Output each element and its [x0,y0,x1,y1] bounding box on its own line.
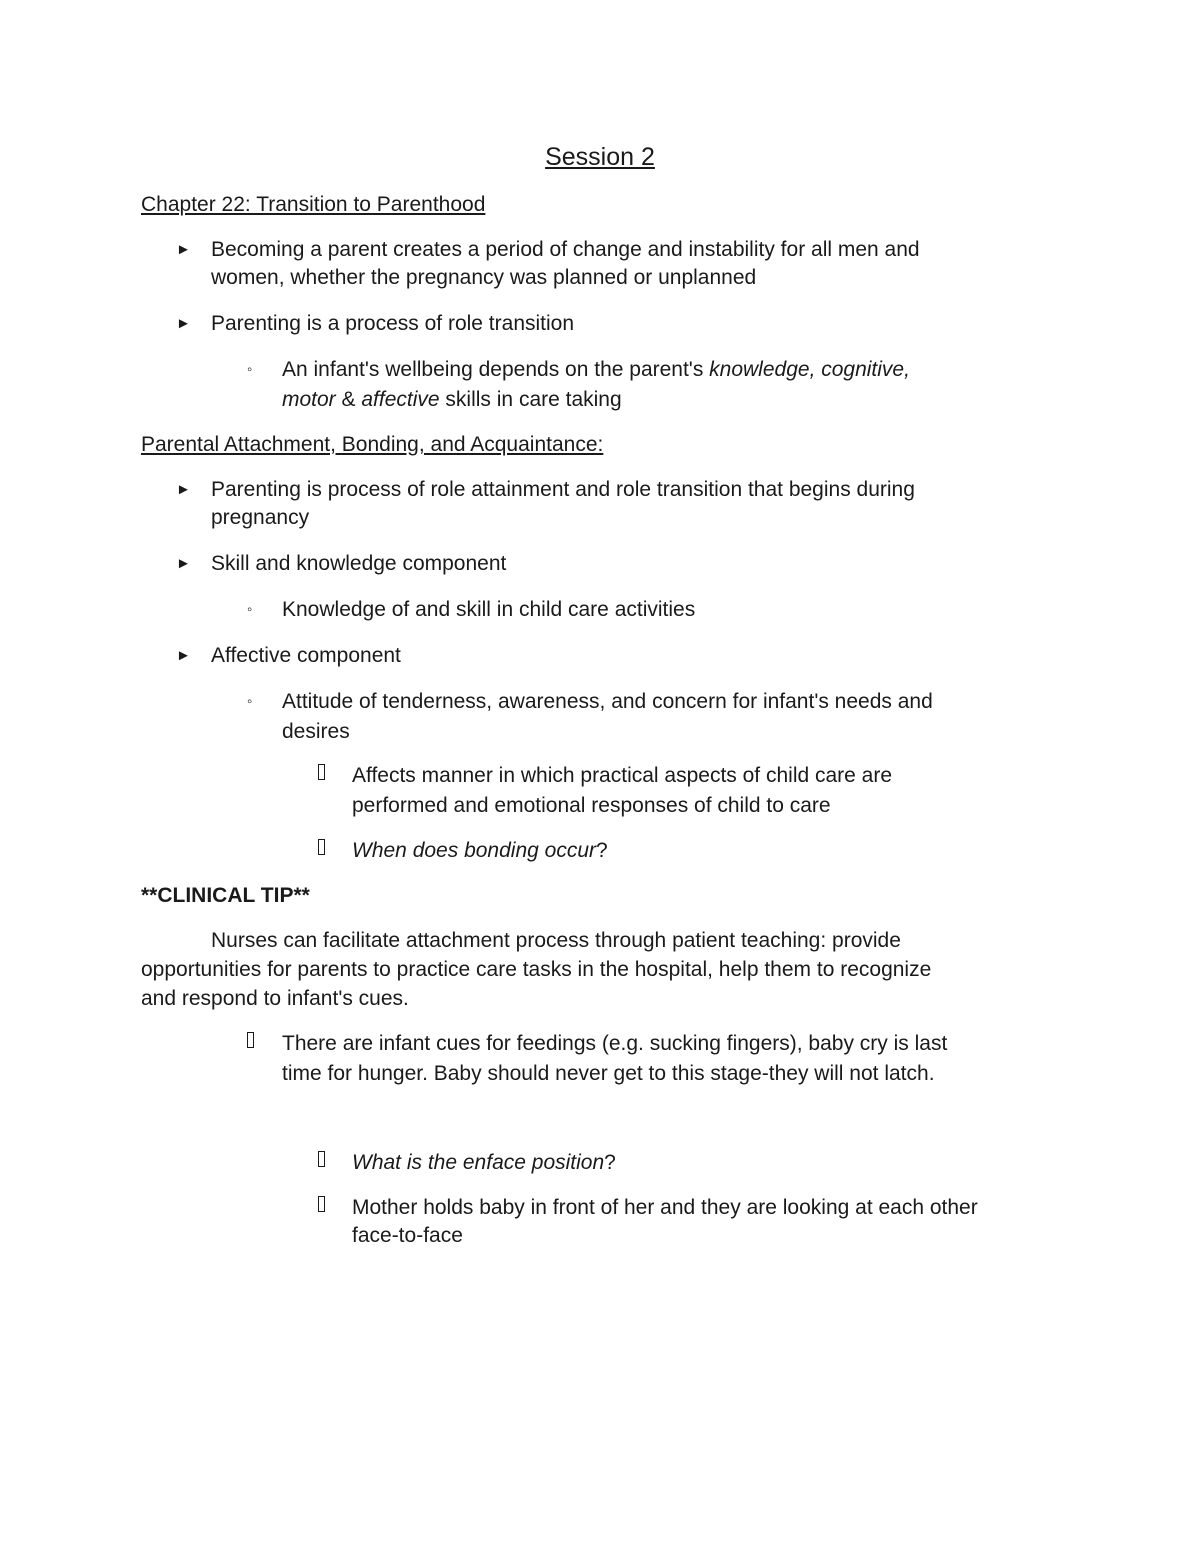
square-bullet-icon [318,1194,325,1222]
bullet-text: Affective component [211,644,401,667]
bullet-text: pregnancy [211,506,310,529]
square-bullet-icon [318,837,325,865]
square-bullet-icon [247,1030,254,1058]
paragraph-line: opportunities for parents to practice care tasks in the hospital, help them to recognize [141,958,932,981]
sub-sub-bullet-text: When does bonding occur? [352,839,608,862]
paragraph-line: and respond to infant's cues. [141,987,409,1010]
circle-bullet-icon: ◦ [247,361,253,378]
sub-bullet-text: Attitude of tenderness, awareness, and concern for infant's needs and [282,690,933,713]
sub-sub-bullet-text: Mother holds baby in front of her and they are looking at each other [352,1196,978,1219]
triangle-bullet-icon: ► [176,555,191,572]
square-bullet-icon [318,1149,325,1177]
chapter-heading: Chapter 22: Transition to Parenthood [141,193,486,216]
sub-bullet-text: An infant's wellbeing depends on the parent's knowledge, cognitive, [282,358,910,381]
sub-sub-bullet-text: What is the enface position? [352,1151,616,1174]
bullet-text: Parenting is a process of role transition [211,312,575,335]
bullet-text: women, whether the pregnancy was planned or unplanned [211,266,757,289]
paragraph-line: Nurses can facilitate attachment process through patient teaching: provide [211,929,901,952]
circle-bullet-icon: ◦ [247,601,253,618]
sub-sub-bullet-text: Affects manner in which practical aspects of child care are [352,764,893,787]
sub-sub-bullet-text: face-to-face [352,1224,463,1247]
clinical-tip-heading: **CLINICAL TIP** [141,884,310,907]
sub-bullet-text: There are infant cues for feedings (e.g. sucking fingers), baby cry is last [282,1032,948,1055]
triangle-bullet-icon: ► [176,241,191,258]
bullet-text: Skill and knowledge component [211,552,507,575]
sub-bullet-text: desires [282,720,350,743]
section-heading: Parental Attachment, Bonding, and Acquaintance: [141,433,604,456]
sub-bullet-text: motor & affective skills in care taking [282,388,622,411]
bullet-text: Parenting is process of role attainment and role transition that begins during [211,478,915,501]
circle-bullet-icon: ◦ [247,693,253,710]
page-title: Session 2 [545,143,655,171]
sub-bullet-text: Knowledge of and skill in child care activities [282,598,696,621]
triangle-bullet-icon: ► [176,481,191,498]
triangle-bullet-icon: ► [176,315,191,332]
sub-bullet-text: time for hunger. Baby should never get to this stage-they will not latch. [282,1062,935,1085]
sub-sub-bullet-text: performed and emotional responses of child to care [352,794,831,817]
bullet-text: Becoming a parent creates a period of change and instability for all men and [211,238,920,261]
square-bullet-icon [318,762,325,790]
triangle-bullet-icon: ► [176,647,191,664]
